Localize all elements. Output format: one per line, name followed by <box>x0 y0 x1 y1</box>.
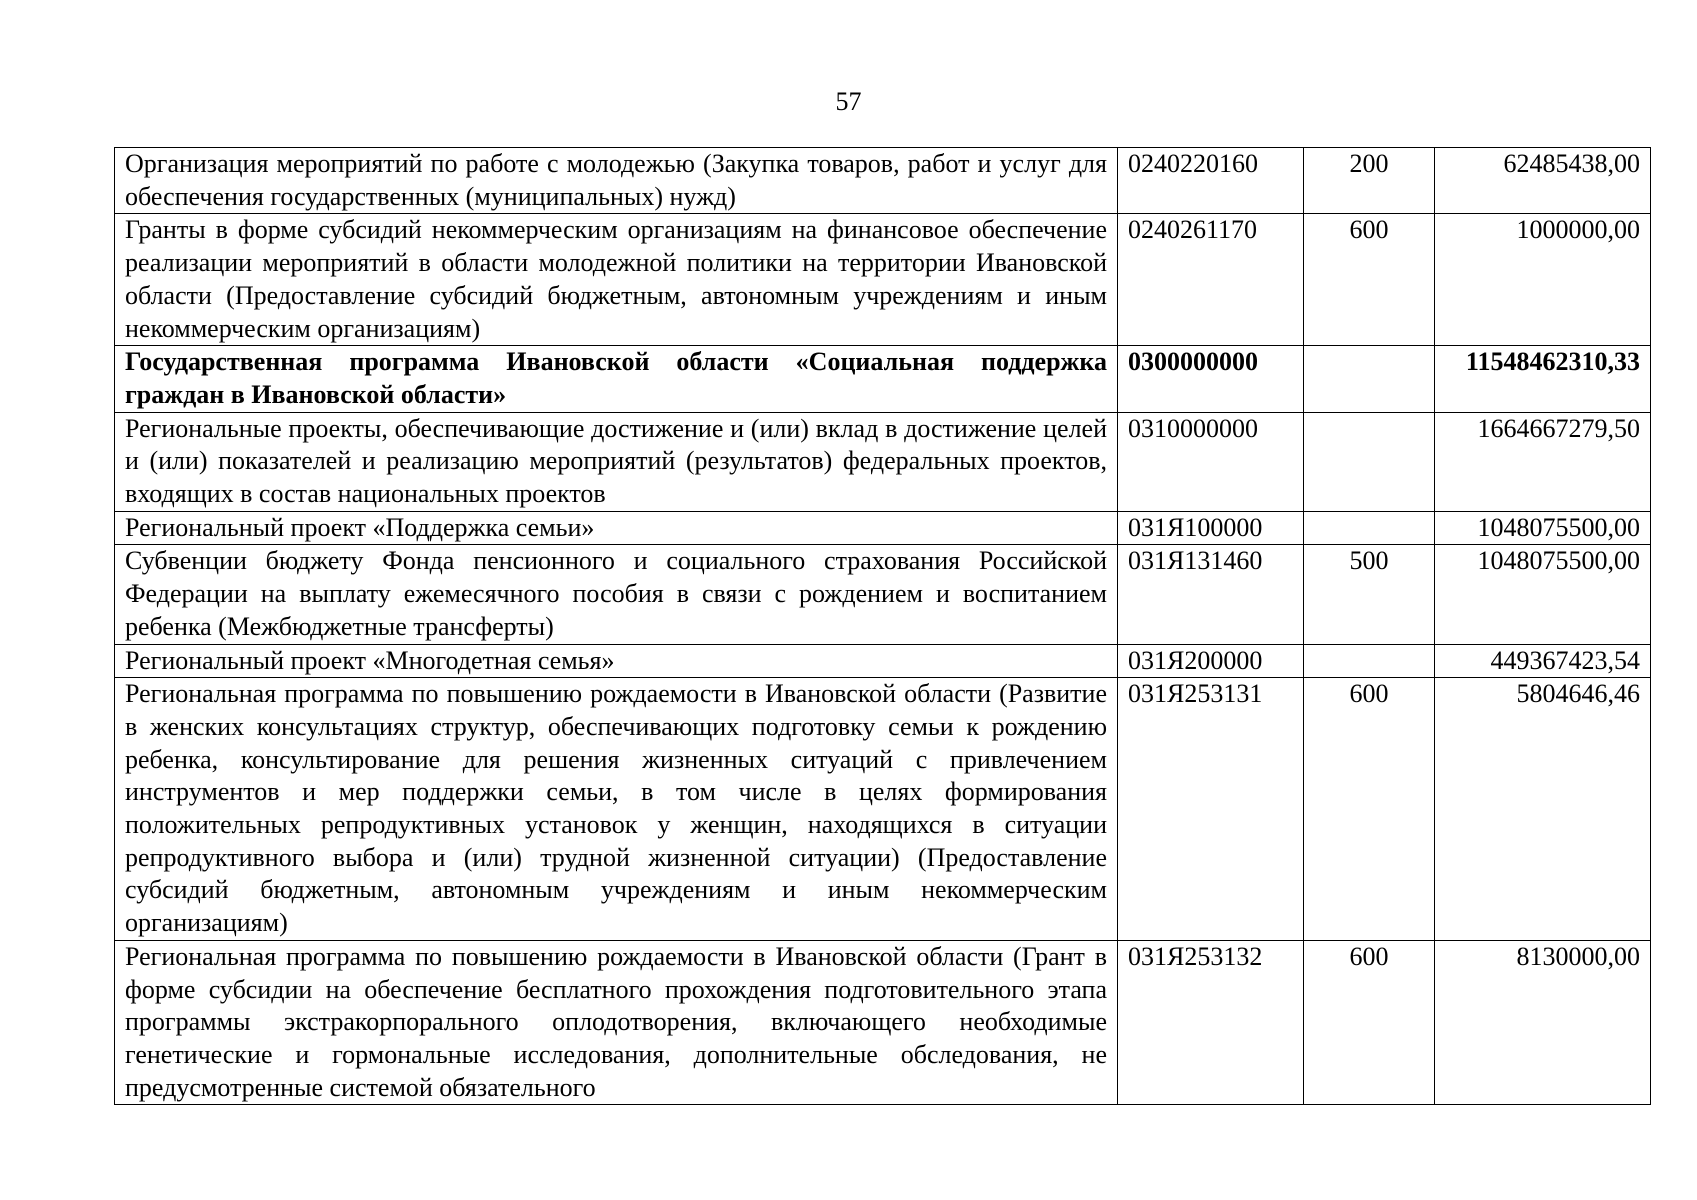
row-name-cell: Региональная программа по повышению рождаемости в Ивановской области (Развитие в женских консультациях структур, обеспечивающих подготовку семьи к рождению ребенка, консультирование для решения жизненных ситуаций с привлечением инструментов и мер поддержки семьи, в том числе в целях формирования положительных репродуктивных установок у женщин, находящихся в ситуации репродуктивного выбора и (или) трудной жизненной ситуации) (Предоставление субсидий бюджетным, автономным учреждениям и иным некоммерческим организациям) <box>115 678 1118 941</box>
budget-table <box>114 147 1651 1105</box>
table-row <box>115 545 1651 644</box>
row-sum-cell: 5804646,46 <box>1435 678 1651 941</box>
row-code-cell: 031Я200000 <box>1118 644 1304 678</box>
table-row <box>115 511 1651 545</box>
row-sum-cell: 1048075500,00 <box>1435 511 1651 545</box>
row-name-cell: Организация мероприятий по работе с молодежью (Закупка товаров, работ и услуг для обеспечения государственных (муниципальных) нужд) <box>115 148 1118 214</box>
row-code-cell: 0240220160 <box>1118 148 1304 214</box>
row-type-cell: 600 <box>1304 214 1435 346</box>
row-name-cell: Региональный проект «Многодетная семья» <box>115 644 1118 678</box>
row-name-cell: Субвенции бюджету Фонда пенсионного и социального страхования Российской Федерации на выплату ежемесячного пособия в связи с рождением и воспитанием ребенка (Межбюджетные трансферты) <box>115 545 1118 644</box>
row-code-cell: 0300000000 <box>1118 346 1304 412</box>
page-number: 57 <box>835 87 862 116</box>
row-type-cell <box>1304 644 1435 678</box>
row-code-cell: 031Я100000 <box>1118 511 1304 545</box>
row-name-cell: Государственная программа Ивановской области «Социальная поддержка граждан в Ивановской области» <box>115 346 1118 412</box>
row-code-cell: 031Я131460 <box>1118 545 1304 644</box>
row-type-cell <box>1304 412 1435 511</box>
row-name-cell: Гранты в форме субсидий некоммерческим организациям на финансовое обеспечение реализации мероприятий в области молодежной политики на территории Ивановской области (Предоставление субсидий бюджетным, автономным учреждениям и иным некоммерческим организациям) <box>115 214 1118 346</box>
table-row <box>115 148 1651 214</box>
row-type-cell <box>1304 346 1435 412</box>
row-sum-cell: 11548462310,33 <box>1435 346 1651 412</box>
row-type-cell: 600 <box>1304 678 1435 941</box>
row-type-cell: 200 <box>1304 148 1435 214</box>
row-sum-cell: 449367423,54 <box>1435 644 1651 678</box>
table-row-program <box>115 346 1651 412</box>
row-name-cell: Региональные проекты, обеспечивающие достижение и (или) вклад в достижение целей и (или) показателей и реализацию мероприятий (результатов) федеральных проектов, входящих в состав национальных проектов <box>115 412 1118 511</box>
row-sum-cell: 1664667279,50 <box>1435 412 1651 511</box>
row-code-cell: 0240261170 <box>1118 214 1304 346</box>
row-code-cell: 031Я253131 <box>1118 678 1304 941</box>
row-code-cell: 0310000000 <box>1118 412 1304 511</box>
row-sum-cell: 62485438,00 <box>1435 148 1651 214</box>
row-type-cell <box>1304 511 1435 545</box>
row-name-cell: Региональный проект «Поддержка семьи» <box>115 511 1118 545</box>
row-sum-cell: 1048075500,00 <box>1435 545 1651 644</box>
budget-table-body <box>115 148 1651 1105</box>
row-sum-cell: 1000000,00 <box>1435 214 1651 346</box>
table-row <box>115 412 1651 511</box>
table-row <box>115 940 1651 1105</box>
row-type-cell: 600 <box>1304 940 1435 1105</box>
row-type-cell: 500 <box>1304 545 1435 644</box>
table-row <box>115 214 1651 346</box>
row-name-cell: Региональная программа по повышению рождаемости в Ивановской области (Грант в форме субсидии на обеспечение бесплатного прохождения подготовительного этапа программы экстракорпорального оплодотворения, включающего необходимые генетические и гормональные исследования, дополнительные обследования, не предусмотренные системой обязательного <box>115 940 1118 1105</box>
table-row <box>115 644 1651 678</box>
row-code-cell: 031Я253132 <box>1118 940 1304 1105</box>
row-sum-cell: 8130000,00 <box>1435 940 1651 1105</box>
table-row <box>115 678 1651 941</box>
